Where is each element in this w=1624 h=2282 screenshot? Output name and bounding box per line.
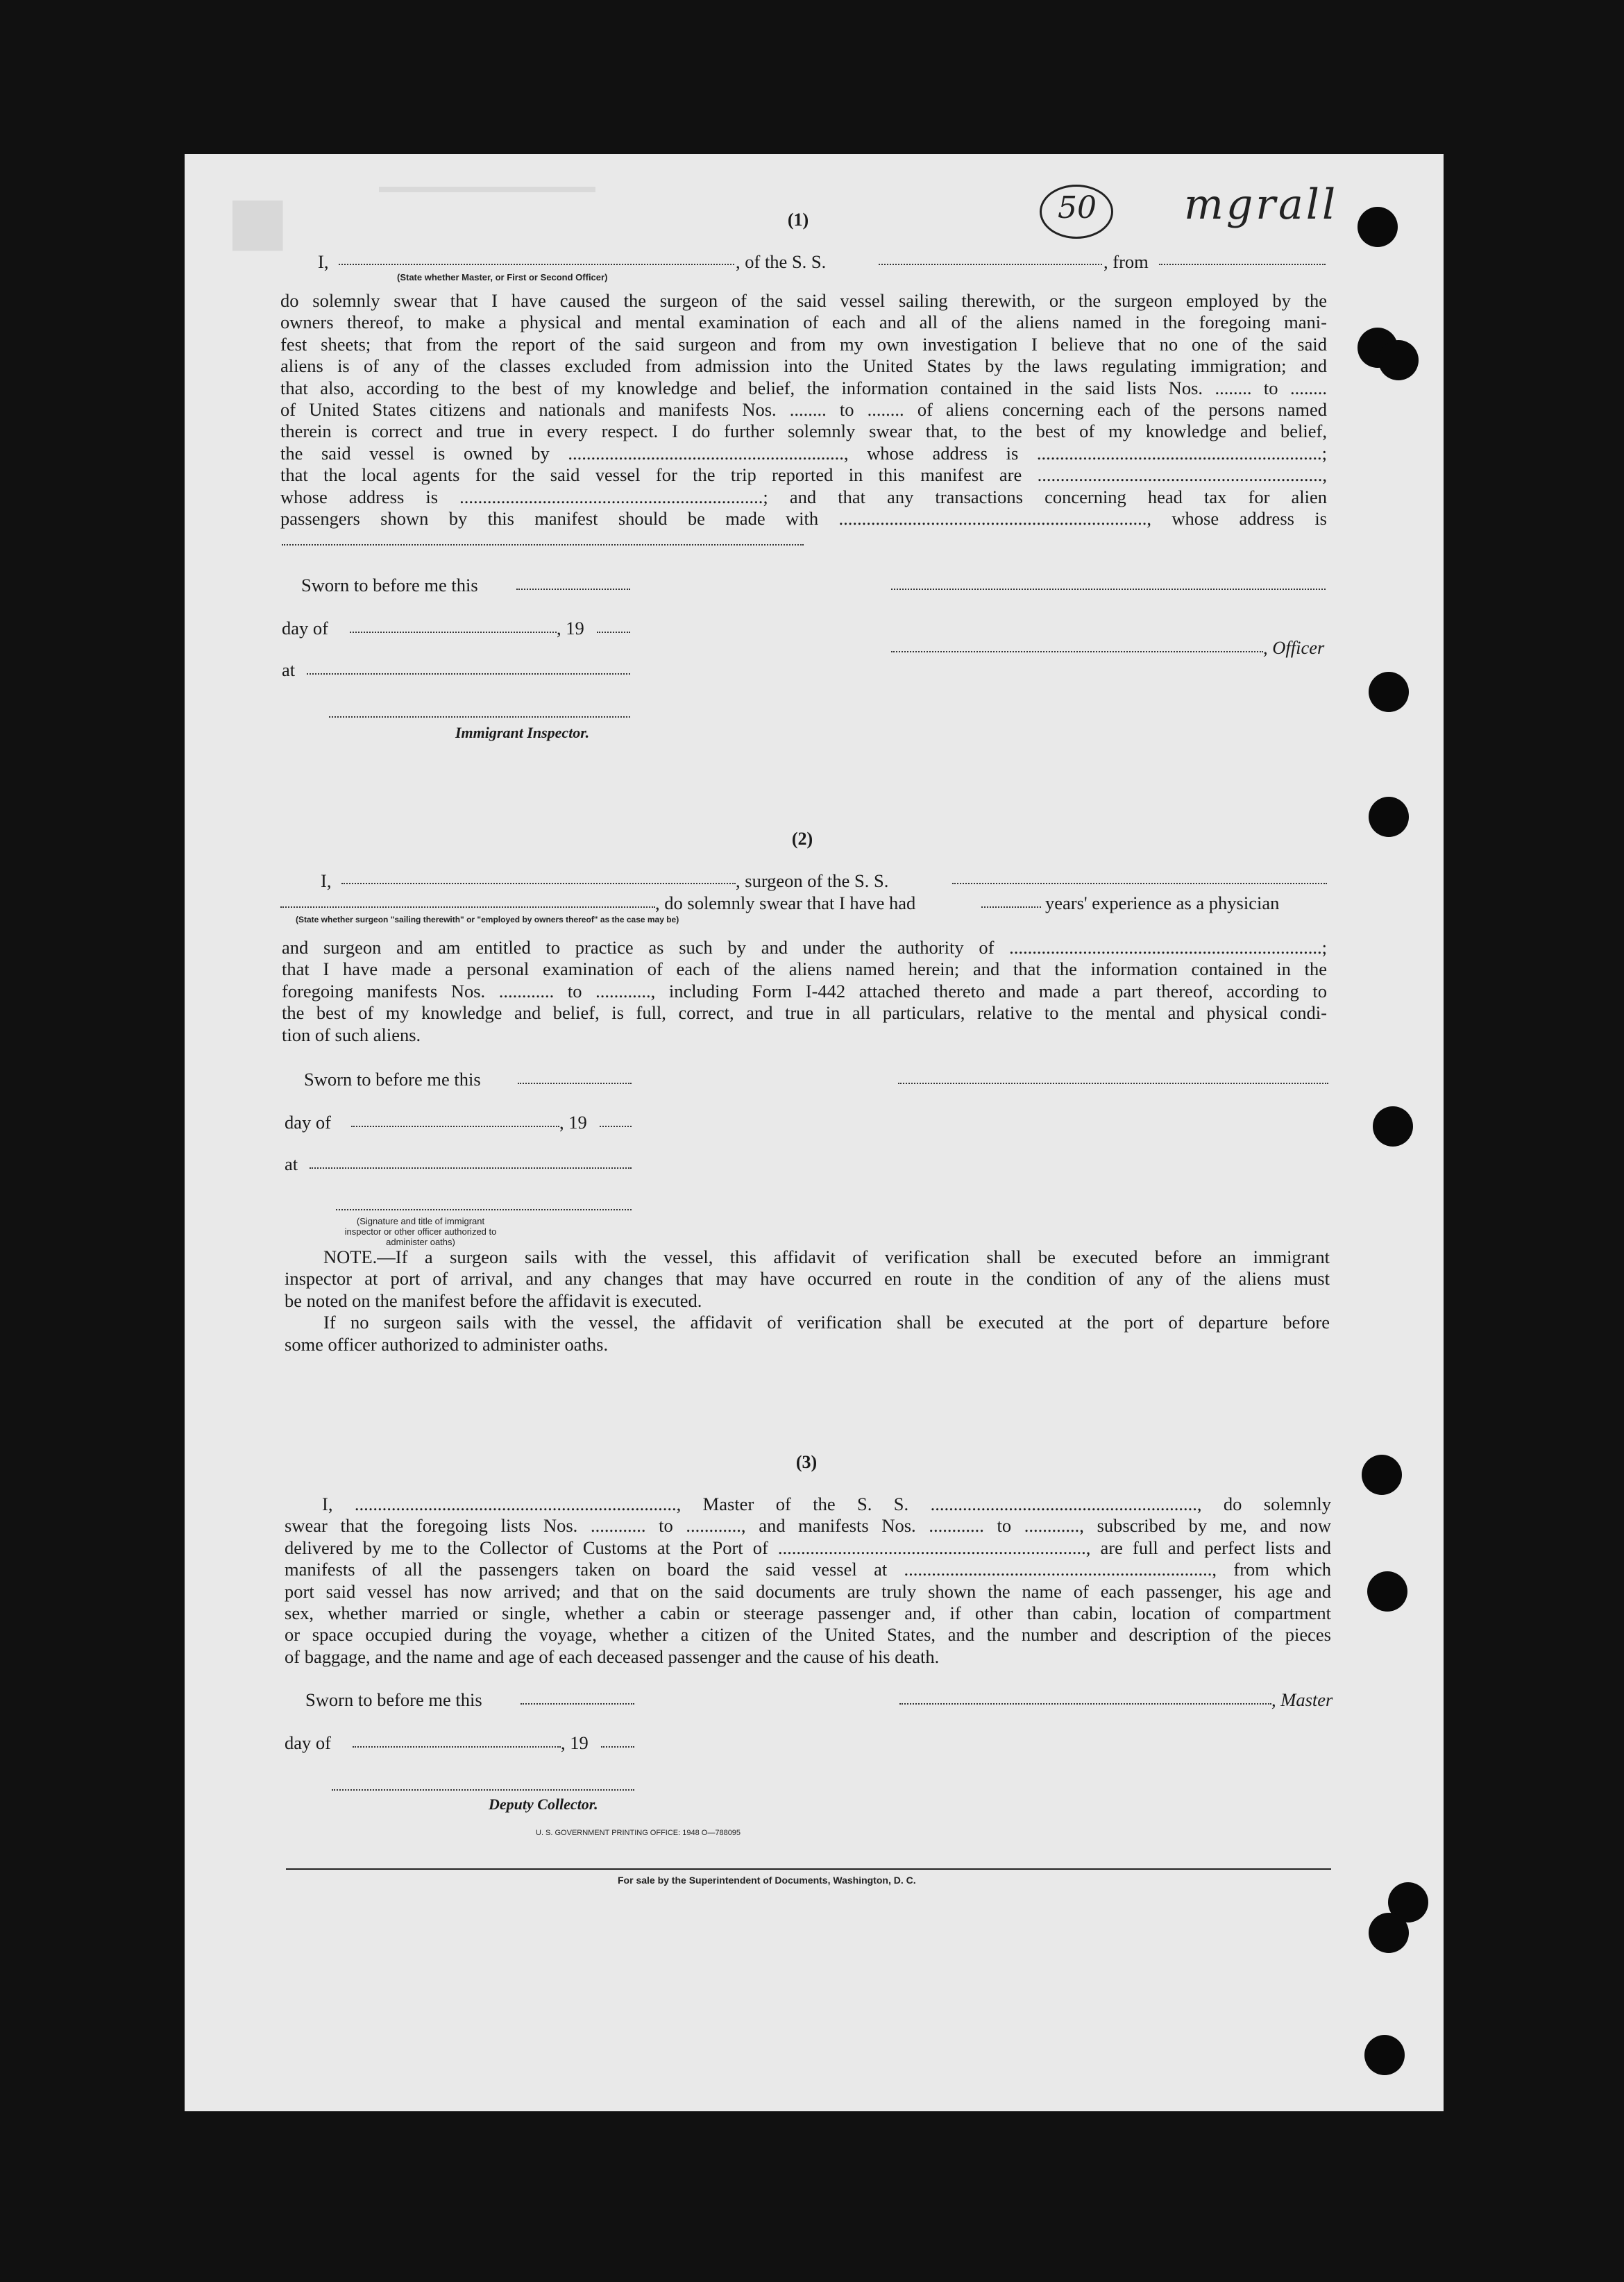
section-1-line1-i: I, xyxy=(318,251,329,272)
section-1-body-line: therein is correct and true in every respect. I do further solemnly swear that, to the best of my knowledge and belief, xyxy=(280,421,1327,442)
section-3-body-line: delivered by me to the Collector of Customs at the Port of ..................................................................., are full and perfect lists and xyxy=(285,1537,1331,1558)
section-1-body-line: whose address is ..................................................................; and that any transactions concerning head tax for alien xyxy=(280,486,1327,507)
for-sale-line: For sale by the Superintendent of Documents, Washington, D. C. xyxy=(618,1875,916,1886)
punch-hole xyxy=(1357,207,1398,247)
section-2-year-label: , 19 xyxy=(559,1112,587,1133)
section-1-body-line: the said vessel is owned by ............................................................, whose address is ..............................................................; xyxy=(280,442,1327,464)
section-2-body xyxy=(282,937,1327,1046)
bleed-through-text: ▬▬▬▬▬▬▬▬▬▬▬▬ xyxy=(379,183,595,203)
section-3-body xyxy=(285,1494,1331,1668)
form-page xyxy=(185,154,1444,2111)
section-1-body-line: aliens is of any of the classes excluded from admission into the United States by the laws regulating immigration; and xyxy=(280,355,1327,377)
section-3-month-field[interactable] xyxy=(353,1746,561,1748)
section-2-number: (2) xyxy=(791,829,813,849)
section-1-year-field[interactable] xyxy=(597,632,630,633)
punch-hole xyxy=(1362,1455,1402,1495)
section-2-sworn-label: Sworn to before me this xyxy=(304,1069,481,1090)
section-1-body-line: that also, according to the best of my knowledge and belief, the information contained in the said lists Nos. ........ to ........ xyxy=(280,377,1327,398)
master-signature-field[interactable] xyxy=(899,1703,1271,1705)
section-1-place-field[interactable] xyxy=(307,673,630,675)
section-3-body-line: swear that the foregoing lists Nos. ............ to ............, and manifests Nos. ............ to ............, subscribed by me, and now xyxy=(285,1515,1331,1537)
section-3-body-line: manifests of all the passengers taken on board the said vessel at ..................................................................., from which xyxy=(285,1559,1331,1580)
bleed-through-stamp: ■ xyxy=(226,162,289,279)
collector-signature-field[interactable] xyxy=(332,1789,634,1791)
punch-hole xyxy=(1378,340,1419,380)
section-3-number: (3) xyxy=(795,1452,818,1472)
section-2-note xyxy=(285,1246,1330,1355)
years-experience-field[interactable] xyxy=(981,906,1041,908)
section-2-body-line: the best of my knowledge and belief, is full, correct, and true in all particulars, relative to the mental and physical condi- xyxy=(282,1002,1327,1024)
section-1-officer-label: , Officer xyxy=(1263,637,1325,658)
collector-label: Deputy Collector. xyxy=(489,1795,598,1813)
punch-hole xyxy=(1369,672,1409,712)
section-3-body-line: of baggage, and the name and age of each deceased passenger and the cause of his death. xyxy=(285,1646,940,1667)
section-3-sworn-label: Sworn to before me this xyxy=(305,1689,482,1710)
punch-hole xyxy=(1369,797,1409,837)
section-1-year-label: , 19 xyxy=(557,618,584,639)
section-1-body-line: passengers shown by this manifest should be made with ..................................................................., whose address is xyxy=(280,508,1327,530)
officer-name-field[interactable] xyxy=(339,264,734,265)
section-2-body-line: that I have made a personal examination of each of the aliens named herein; and that the information contained in the xyxy=(282,958,1327,980)
section-3-day-label: day of xyxy=(285,1732,331,1753)
section-1-number: (1) xyxy=(787,210,809,230)
officer-note: (State whether Master, or First or Second Officer) xyxy=(397,272,608,282)
section-3-body-line: I, ......................................................................, Master of the S. S. .........................................................., do solemnly xyxy=(322,1494,1331,1514)
section-1-officer-signature-field[interactable] xyxy=(891,589,1326,590)
surgeon-note: (State whether surgeon "sailing therewith" or "employed by owners thereof" as the case may be) xyxy=(296,915,679,924)
section-2-month-field[interactable] xyxy=(351,1126,559,1127)
section-2-body-line: and surgeon and am entitled to practice as such by and under the authority of ....................................................................; xyxy=(282,937,1327,958)
handwritten-name: mgrall xyxy=(1184,180,1339,229)
section-3-body-line: or space occupied during the voyage, whether a citizen of the United States, and the number and description of the pieces xyxy=(285,1624,1331,1646)
section-1-body-line: of United States citizens and nationals and manifests Nos. ........ to ........ of aliens concerning each of the persons named xyxy=(280,399,1327,421)
section-1-body-line: that the local agents for the said vessel for the trip reported in this manifest are .............................................................., xyxy=(280,464,1327,486)
section-2-body-line: foregoing manifests Nos. ............ to ............, including Form I-442 attached thereto and made a part thereof, according to xyxy=(282,980,1327,1001)
section-2-surgeon-signature-field[interactable] xyxy=(898,1083,1328,1084)
section-1-sworn-label: Sworn to before me this xyxy=(301,575,478,595)
section-1-day-label: day of xyxy=(282,618,328,639)
master-label: , Master xyxy=(1271,1689,1333,1710)
section-2-line2-swear: , do solemnly swear that I have had xyxy=(655,893,916,913)
note-line: If no surgeon sails with the vessel, the affidavit of verification shall be executed at the port of departure before xyxy=(323,1312,1330,1333)
note-line: inspector at port of arrival, and any changes that may have occurred en route in the condition of any of the aliens must xyxy=(285,1268,1330,1290)
section-2-year-field[interactable] xyxy=(600,1126,632,1127)
section-3-body-line: sex, whether married or single, whether a cabin or steerage passenger and, if other than cabin, location of compartment xyxy=(285,1603,1331,1624)
section-2-inspector-signature-field[interactable] xyxy=(336,1209,632,1210)
footer-rule xyxy=(286,1868,1331,1870)
section-1-at-label: at xyxy=(282,659,296,680)
vessel-name-field[interactable] xyxy=(879,264,1102,265)
section-1-body-line: owners thereof, to make a physical and mental examination of each and all of the aliens named in the foregoing mani- xyxy=(280,312,1327,333)
section-1-sworn-date-field[interactable] xyxy=(516,589,630,590)
signature-note: (Signature and title of immigrant inspector or other officer authorized to administer oaths) xyxy=(344,1216,497,1247)
circled-number-text: 50 xyxy=(1058,190,1097,226)
punch-hole xyxy=(1367,1571,1407,1612)
section-3-year-label: , 19 xyxy=(561,1732,589,1753)
section-1-body-line: do solemnly swear that I have caused the surgeon of the said vessel sailing therewith, or the surgeon employed by the xyxy=(280,290,1327,311)
agent-address-field[interactable] xyxy=(282,544,804,546)
section-2-vessel-field[interactable] xyxy=(952,883,1327,884)
section-2-place-field[interactable] xyxy=(310,1167,632,1169)
section-1-line1-of-ss: , of the S. S. xyxy=(736,251,827,272)
note-line: be noted on the manifest before the affidavit is executed. xyxy=(285,1290,702,1311)
from-port-field[interactable] xyxy=(1159,264,1326,265)
section-2-body-line: tion of such aliens. xyxy=(282,1024,421,1045)
printing-office-line: U. S. GOVERNMENT PRINTING OFFICE: 1948 O—788095 xyxy=(536,1829,741,1837)
section-2-day-label: day of xyxy=(285,1112,331,1133)
punch-hole xyxy=(1369,1913,1409,1953)
punch-hole xyxy=(1373,1106,1413,1147)
section-2-at-label: at xyxy=(285,1153,298,1174)
surgeon-status-field[interactable] xyxy=(280,906,655,908)
inspector-label: Immigrant Inspector. xyxy=(455,724,590,741)
section-2-sworn-date-field[interactable] xyxy=(518,1083,632,1084)
section-1-line1-from: , from xyxy=(1103,251,1149,272)
section-3-sworn-date-field[interactable] xyxy=(521,1703,634,1705)
section-1-month-field[interactable] xyxy=(350,632,557,633)
section-1-officer-title-field[interactable] xyxy=(891,651,1263,652)
section-3-body-line: port said vessel has now arrived; and that on the said documents are truly shown the name of each passenger, his age and xyxy=(285,1580,1331,1602)
punch-hole xyxy=(1364,2035,1405,2075)
note-line: some officer authorized to administer oaths. xyxy=(285,1333,609,1355)
section-3-year-field[interactable] xyxy=(601,1746,634,1748)
section-2-line1-i: I, xyxy=(321,870,332,891)
section-1-body-line: fest sheets; that from the report of the said surgeon and from my own investigation I believe that no one of the said xyxy=(280,333,1327,355)
surgeon-name-field[interactable] xyxy=(341,883,736,884)
section-1-body xyxy=(280,290,1327,530)
note-line: NOTE.—If a surgeon sails with the vessel, this affidavit of verification shall be executed before an immigrant xyxy=(323,1246,1330,1267)
inspector-signature-field[interactable] xyxy=(329,716,630,718)
section-2-line2-years: years' experience as a physician xyxy=(1045,893,1280,913)
section-2-line1-surgeon: , surgeon of the S. S. xyxy=(736,870,889,891)
